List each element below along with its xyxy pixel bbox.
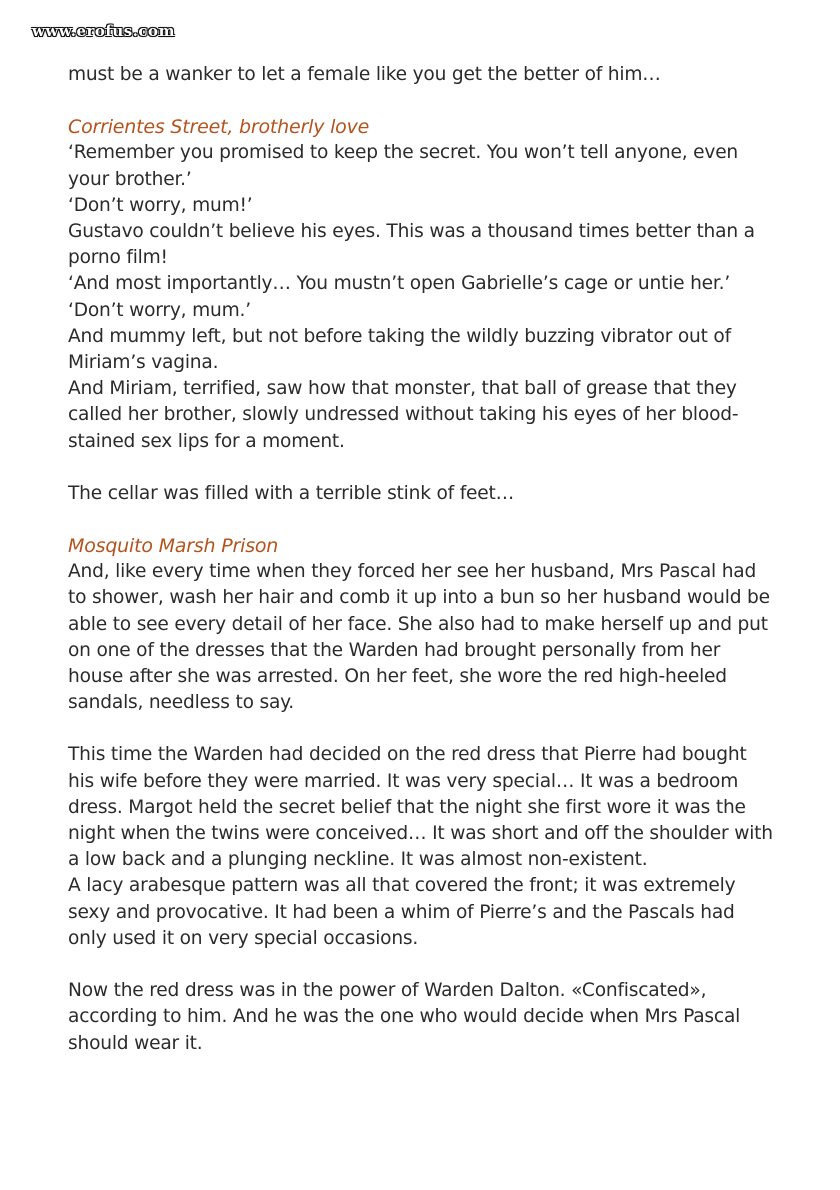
paragraph-gap xyxy=(68,507,776,533)
body-paragraph: And, like every time when they forced her see her husband, Mrs Pascal had to shower, wash her hair and comb it up into a bun so her husband would be able to see every detail of her face. She also had to make herself up and put on one of the dresses that the Warden had brought personally from her house after she was arrested. On her feet, she wore the red high-heeled sandals, needless to say. xyxy=(68,561,770,714)
story-text xyxy=(68,62,776,1057)
dialogue-line: ‘Remember you promised to keep the secret. You won’t tell anyone, even your brother.’ xyxy=(68,142,739,190)
paragraph-gap xyxy=(68,88,776,114)
body-paragraph: A lacy arabesque pattern was all that covered the front; it was extremely sexy and provocative. It had been a whim of Pierre’s and the Pascals had only used it on very special occasions. xyxy=(68,875,736,949)
watermark-logo: www.erofus.com xyxy=(32,22,175,40)
paragraph-gap xyxy=(68,716,776,742)
dialogue-line: ‘Don’t worry, mum.’ xyxy=(68,299,251,321)
body-paragraph: This time the Warden had decided on the red dress that Pierre had bought his wife before they were married. It was very special… It was a bedroom dress. Margot held the secret belief that the night she first wore it was the night when the twins were conceived… It was short and off the shoulder with a low back and a plunging neckline. It was almost non-existent. xyxy=(68,744,773,871)
section-heading-corrientes: Corrientes Street, brotherly love xyxy=(68,116,370,139)
dialogue-line: ‘And most importantly… You mustn’t open Gabrielle’s cage or untie her.’ xyxy=(68,273,731,295)
paragraph-gap xyxy=(68,455,776,481)
section-heading-mosquito-marsh: Mosquito Marsh Prison xyxy=(68,535,279,558)
body-paragraph: Now the red dress was in the power of Warden Dalton. «Confiscated», according to him. And he was the one who would decide when Mrs Pascal should wear it. xyxy=(68,980,741,1054)
paragraph-gap xyxy=(68,952,776,978)
narration-line: And Miriam, terrified, saw how that monster, that ball of grease that they called her brother, slowly undressed without taking his eyes of her blood-stained sex lips for a moment. xyxy=(68,378,739,452)
lead-paragraph: must be a wanker to let a female like you get the better of him… xyxy=(68,64,661,85)
dialogue-line: ‘Don’t worry, mum!’ xyxy=(68,194,253,216)
narration-line: Gustavo couldn’t believe his eyes. This was a thousand times better than a porno film! xyxy=(68,221,755,269)
narration-line: And mummy left, but not before taking the wildly buzzing vibrator out of Miriam’s vagina. xyxy=(68,325,731,374)
closing-line: The cellar was filled with a terrible stink of feet… xyxy=(68,482,515,504)
